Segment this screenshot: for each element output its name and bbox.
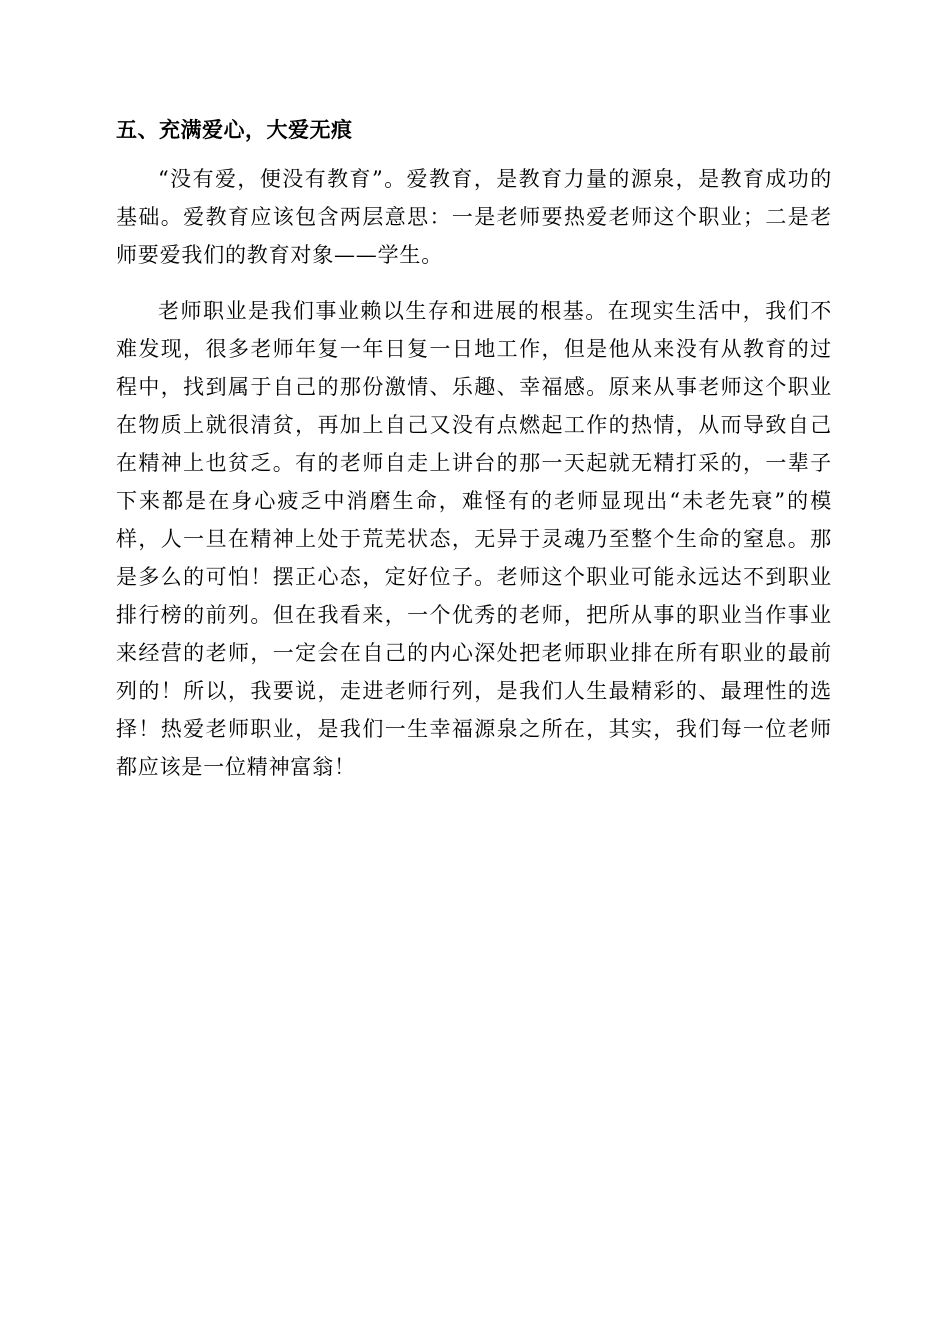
section-heading: 五、充满爱心，大爱无痕 [116,118,353,142]
paragraph-1: “没有爱，便没有教育”。爱教育，是教育力量的源泉，是教育成功的基础。爱教育应该包含两层意思：一是老师要热爱老师这个职业；二是老师要爱我们的教育对象——学生。 [116,167,832,267]
document-body [116,112,832,804]
paragraph-2: 老师职业是我们事业赖以生存和进展的根基。在现实生活中，我们不难发现，很多老师年复一年日复一日地工作，但是他从来没有从教育的过程中，找到属于自己的那份激情、乐趣、幸福感。原来从事老师这个职业在物质上就很清贫，再加上自己又没有点燃起工作的热情，从而导致自己在精神上也贫乏。有的老师自走上讲台的那一天起就无精打采的，一辈子下来都是在身心疲乏中消磨生命，难怪有的老师显现出“未老先衰”的模样，人一旦在精神上处于荒芜状态，无异于灵魂乃至整个生命的窒息。那是多么的可怕！摆正心态，定好位子。老师这个职业可能永远达不到职业排行榜的前列。但在我看来，一个优秀的老师，把所从事的职业当作事业来经营的老师，一定会在自己的内心深处把老师职业排在所有职业的最前列的！所以，我要说，走进老师行列，是我们人生最精彩的、最理性的选择！热爱老师职业，是我们一生幸福源泉之所在，其实，我们每一位老师都应该是一位精神富翁！ [116,299,832,779]
